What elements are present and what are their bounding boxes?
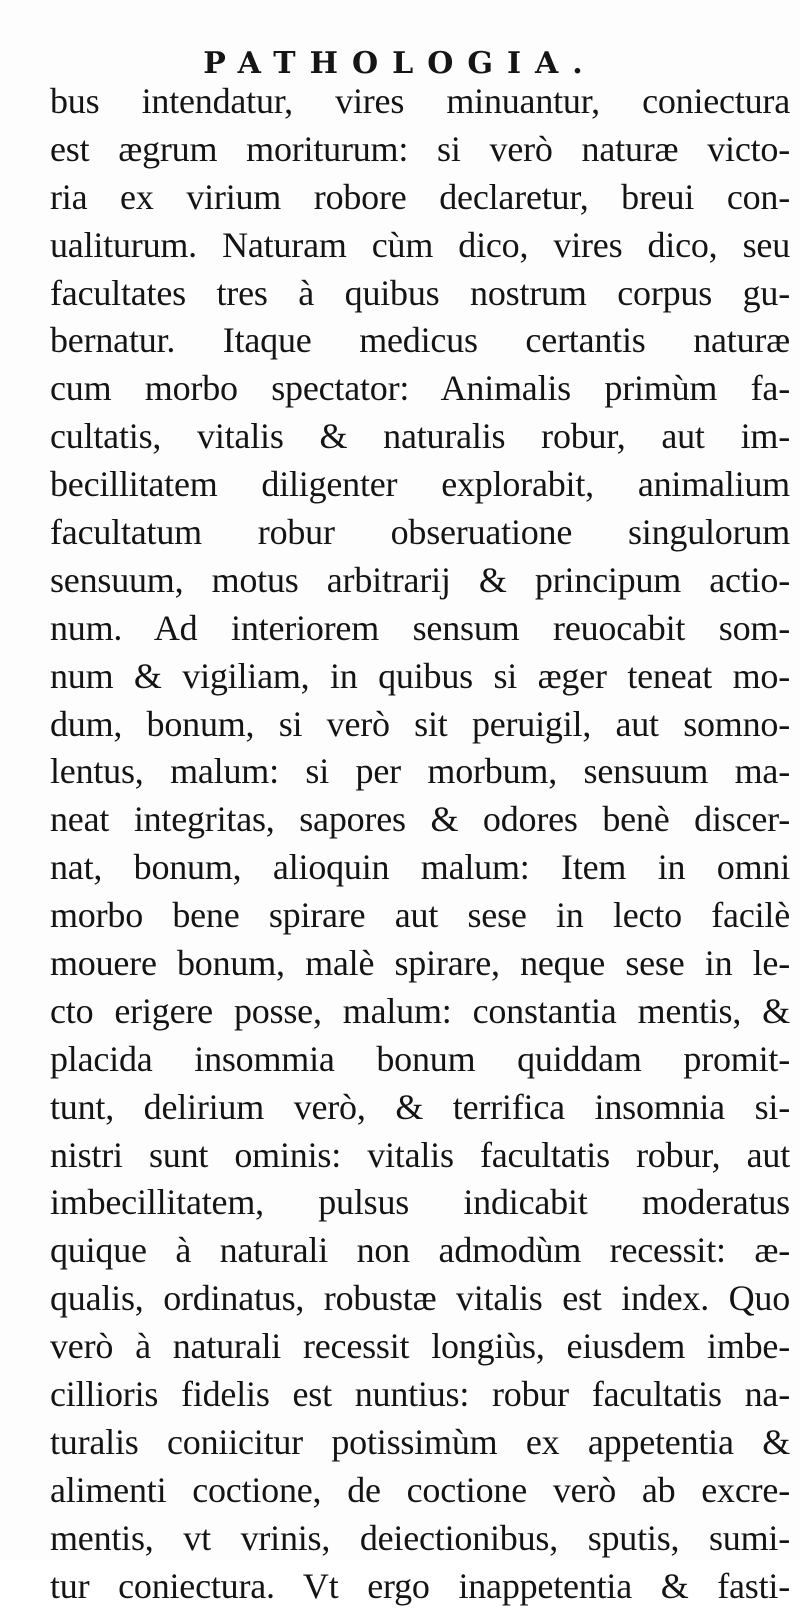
text-line: mouere bonum, malè spirare, neque sese in le-	[50, 943, 790, 984]
text-line: tur coniectura. Vt ergo inappetentia & fasti-	[50, 1565, 790, 1606]
text-line: turalis coniicitur potissimùm ex appetentia &	[50, 1421, 790, 1462]
text-line: cum morbo spectator: Animalis primùm fa-	[50, 368, 790, 409]
text-line: facultates tres à quibus nostrum corpus gu-	[50, 272, 790, 313]
text-line: bernatur. Itaque medicus certantis naturæ	[50, 320, 790, 361]
text-line: qualis, ordinatus, robustæ vitalis est index. Quo	[50, 1278, 790, 1319]
body-text	[50, 78, 790, 1611]
text-line: cillioris fidelis est nuntius: robur facultatis na-	[50, 1374, 790, 1415]
text-line: cto erigere posse, malum: constantia mentis, &	[50, 990, 790, 1031]
text-line: quique à naturali non admodùm recessit: æ-	[50, 1230, 790, 1271]
text-line: verò à naturali recessit longiùs, eiusdem imbe-	[50, 1326, 790, 1367]
text-line: est ægrum moriturum: si verò naturæ victo-	[50, 128, 790, 169]
text-line: imbecillitatem, pulsus indicabit moderatus	[50, 1182, 790, 1223]
text-line: ualiturum. Naturam cùm dico, vires dico, seu	[50, 224, 790, 265]
text-line: ria ex virium robore declaretur, breui con-	[50, 176, 790, 217]
text-line: cultatis, vitalis & naturalis robur, aut im-	[50, 416, 790, 457]
text-line: dum, bonum, si verò sit peruigil, aut somno-	[50, 703, 790, 744]
text-line: alimenti coctione, de coctione verò ab excre-	[50, 1469, 790, 1510]
text-line: num & vigiliam, in quibus si æger teneat mo-	[50, 655, 790, 696]
text-line: bus intendatur, vires minuantur, coniectura	[50, 81, 790, 121]
text-line: mentis, vt vrinis, deiectionibus, sputis, sumi-	[50, 1517, 790, 1558]
text-line: facultatum robur obseruatione singulorum	[50, 512, 790, 553]
text-line: lentus, malum: si per morbum, sensuum ma-	[50, 751, 790, 792]
text-line: nistri sunt ominis: vitalis facultatis robur, aut	[50, 1134, 790, 1175]
text-line: becillitatem diligenter explorabit, animalium	[50, 464, 790, 505]
running-head: PATHOLOGIA.	[203, 46, 597, 81]
text-line: sensuum, motus arbitrarij & principum actio-	[50, 559, 790, 600]
text-line: nat, bonum, alioquin malum: Item in omni	[50, 847, 790, 888]
text-line: tunt, delirium verò, & terrifica insomnia si-	[50, 1086, 790, 1127]
text-line: num. Ad interiorem sensum reuocabit som-	[50, 607, 790, 648]
text-line: morbo bene spirare aut sese in lecto facilè	[50, 895, 790, 936]
text-line: placida insommia bonum quiddam promit-	[50, 1038, 790, 1079]
text-line: neat integritas, sapores & odores benè discer-	[50, 799, 790, 840]
